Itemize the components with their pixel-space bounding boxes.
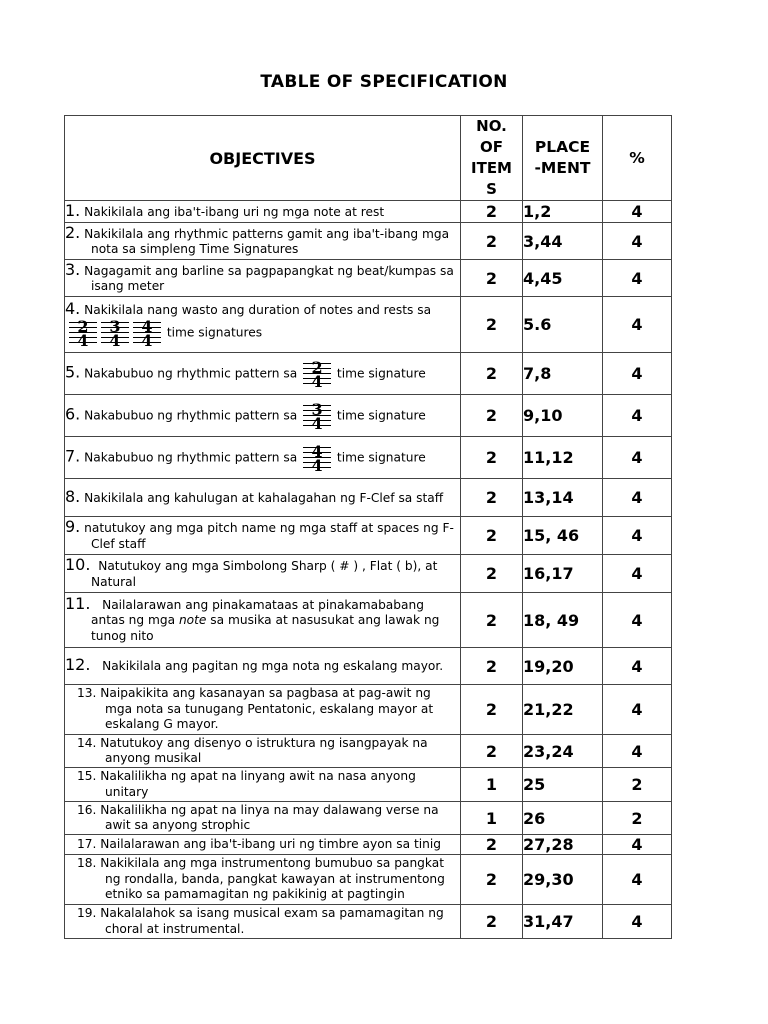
objective-number: 11. [65,593,91,613]
placement-cell: 9,10 [523,395,603,437]
objective-text: Nakalalahok sa isang musical exam sa pamamagitan ng choral at instrumental. [100,906,444,936]
percent-cell: 4 [603,685,672,735]
objective-text: Nakikilala ang mga instrumentong bumubuo sa pangkat ng rondalla, banda, pangkat kawayan at instrumentong etniko sa pamamagitan ng pakikinig at pagtingin [100,856,445,902]
objective-cell [65,768,461,802]
objective-number: 2. [65,222,81,242]
objective-number: 18. [77,856,97,871]
objective-cell [65,517,461,555]
percent-cell: 4 [603,395,672,437]
objective-text-emphasis: note [178,613,207,628]
header-row [65,116,672,201]
objective-number: 8. [65,486,81,506]
items-cell: 2 [461,593,523,648]
placement-cell: 27,28 [523,835,603,855]
placement-cell: 25 [523,768,603,802]
table-row [65,517,672,555]
items-cell: 2 [461,395,523,437]
percent-cell: 2 [603,768,672,802]
four-four-time-signature-icon: 4 4 [303,443,331,473]
percent-cell: 4 [603,835,672,855]
placement-cell: 4,45 [523,260,603,297]
table-row [65,353,672,395]
objective-number: 14. [77,735,97,750]
objective-number: 10. [65,555,91,574]
objective-text-suffix: time signatures [166,325,263,340]
items-cell: 2 [461,297,523,353]
objective-cell [65,479,461,517]
placement-cell: 31,47 [523,905,603,939]
objective-text: Natutukoy ang mga Simbolong Sharp ( # ) , Flat ( b), at Natural [91,559,438,589]
objective-number: 1. [65,200,81,220]
items-cell: 2 [461,735,523,768]
table-row [65,260,672,297]
objective-text: natutukoy ang mga pitch name ng mga staff at spaces ng F-Clef staff [84,521,454,551]
table-row [65,855,672,905]
percent-cell: 4 [603,735,672,768]
objective-text: Nagagamit ang barline sa pagpapangkat ng beat/kumpas sa isang meter [84,263,454,293]
objective-cell [65,201,461,223]
objective-cell [65,905,461,939]
table-row [65,768,672,802]
objective-text: Nakikilala ang rhythmic patterns gamit ang iba't-ibang mga nota sa simpleng Time Signatures [84,226,450,256]
items-cell: 2 [461,905,523,939]
objective-cell [65,297,461,353]
placement-cell: 1,2 [523,201,603,223]
objective-cell [65,437,461,479]
placement-cell: 18, 49 [523,593,603,648]
objective-number: 15. [77,769,97,783]
items-cell: 2 [461,353,523,395]
four-four-time-signature-icon: 4 4 [133,318,161,348]
table-row [65,395,672,437]
placement-cell: 15, 46 [523,517,603,555]
objective-text: Nakikilala ang iba't-ibang uri ng mga note at rest [84,204,385,219]
document-title: TABLE OF SPECIFICATION [260,72,508,92]
placement-cell: 26 [523,802,603,835]
percent-cell: 4 [603,437,672,479]
objective-text: Nakalilikha ng apat na linyang awit na nasa anyong unitary [100,769,416,799]
percent-cell: 4 [603,479,672,517]
two-four-time-signature-icon: 2 4 [303,359,331,389]
objective-text: Nakabubuo ng rhythmic pattern sa [84,366,298,380]
items-cell: 2 [461,437,523,479]
items-cell: 2 [461,479,523,517]
items-cell: 2 [461,555,523,593]
table-row [65,297,672,353]
items-cell: 2 [461,648,523,685]
percent-cell: 4 [603,648,672,685]
table-row [65,555,672,593]
objective-text: Nakabubuo ng rhythmic pattern sa [84,408,298,422]
objective-number: 12. [65,655,91,675]
percent-cell: 4 [603,555,672,593]
header-no-of-items: NO. OF ITEM S [461,116,523,201]
objective-number: 17. [77,836,97,851]
objective-text-suffix: time signature [336,366,426,380]
objective-number: 6. [65,404,81,423]
two-four-time-signature-icon: 2 4 [69,318,97,348]
percent-cell: 2 [603,802,672,835]
objective-text: Nakalilikha ng apat na linya na may dalawang verse na awit sa anyong strophic [100,802,439,832]
table-row [65,905,672,939]
objective-text-suffix: time signature [336,450,426,464]
placement-cell: 29,30 [523,855,603,905]
objective-number: 19. [77,906,97,920]
objective-number: 13. [77,686,97,701]
table-row [65,479,672,517]
percent-cell: 4 [603,855,672,905]
objective-cell [65,802,461,835]
objective-text: Naipakikita ang kasanayan sa pagbasa at pag-awit ng mga nota sa tunugang Pentatonic, eskalang mayor at eskalang G mayor. [100,686,434,732]
objective-text: Nailalarawan ang pinakamataas at pinakamababang antas ng mga [91,597,424,628]
table-row [65,593,672,648]
objective-text-suffix: time signature [336,408,426,422]
percent-cell: 4 [603,297,672,353]
objective-cell [65,395,461,437]
objective-number: 7. [65,446,81,465]
objective-cell [65,835,461,855]
objective-number: 5. [65,362,81,381]
placement-cell: 3,44 [523,223,603,260]
percent-cell: 4 [603,353,672,395]
objective-number: 3. [65,259,81,279]
percent-cell: 4 [603,223,672,260]
table-row [65,835,672,855]
placement-cell: 7,8 [523,353,603,395]
table-row [65,802,672,835]
table-row [65,201,672,223]
percent-cell: 4 [603,201,672,223]
items-cell: 2 [461,223,523,260]
objective-cell [65,855,461,905]
objective-text: Nakabubuo ng rhythmic pattern sa [84,450,298,464]
header-placement: PLACE -MENT [523,116,603,201]
table-row [65,735,672,768]
header-objectives: OBJECTIVES [65,116,461,201]
objective-text: Nailalarawan ang iba't-ibang uri ng timbre ayon sa tinig [100,836,441,851]
table-row [65,223,672,260]
objective-text: sa musika at nasusukat ang lawak ng tunog nito [91,613,440,643]
objective-cell [65,735,461,768]
table-row [65,437,672,479]
objective-number: 4. [65,298,81,318]
items-cell: 2 [461,855,523,905]
placement-cell: 16,17 [523,555,603,593]
objective-text: Nakikilala ang kahulugan at kahalagahan ng F-Clef sa staff [84,490,444,505]
objective-cell [65,648,461,685]
objective-cell [65,223,461,260]
objective-text: Nakikilala ang pagitan ng mga nota ng eskalang mayor. [102,659,444,674]
specification-table [64,115,672,939]
objective-number: 16. [77,802,97,817]
placement-cell: 21,22 [523,685,603,735]
items-cell: 2 [461,260,523,297]
placement-cell: 5.6 [523,297,603,353]
placement-cell: 19,20 [523,648,603,685]
objective-cell [65,353,461,395]
table-row [65,648,672,685]
items-cell: 1 [461,768,523,802]
percent-cell: 4 [603,260,672,297]
objective-cell [65,260,461,297]
objective-number: 9. [65,517,81,536]
placement-cell: 13,14 [523,479,603,517]
three-four-time-signature-icon: 3 4 [101,318,129,348]
items-cell: 2 [461,685,523,735]
three-four-time-signature-icon: 3 4 [303,401,331,431]
objective-cell [65,685,461,735]
percent-cell: 4 [603,517,672,555]
objective-cell [65,555,461,593]
objective-text: Nakikilala nang wasto ang duration of notes and rests sa [84,302,432,317]
percent-cell: 4 [603,593,672,648]
items-cell: 1 [461,802,523,835]
items-cell: 2 [461,835,523,855]
placement-cell: 11,12 [523,437,603,479]
items-cell: 2 [461,201,523,223]
header-percent: % [603,116,672,201]
items-cell: 2 [461,517,523,555]
objective-cell [65,593,461,648]
objective-text: Natutukoy ang disenyo o istruktura ng isangpayak na anyong musikal [100,735,428,765]
placement-cell: 23,24 [523,735,603,768]
table-row [65,685,672,735]
percent-cell: 4 [603,905,672,939]
